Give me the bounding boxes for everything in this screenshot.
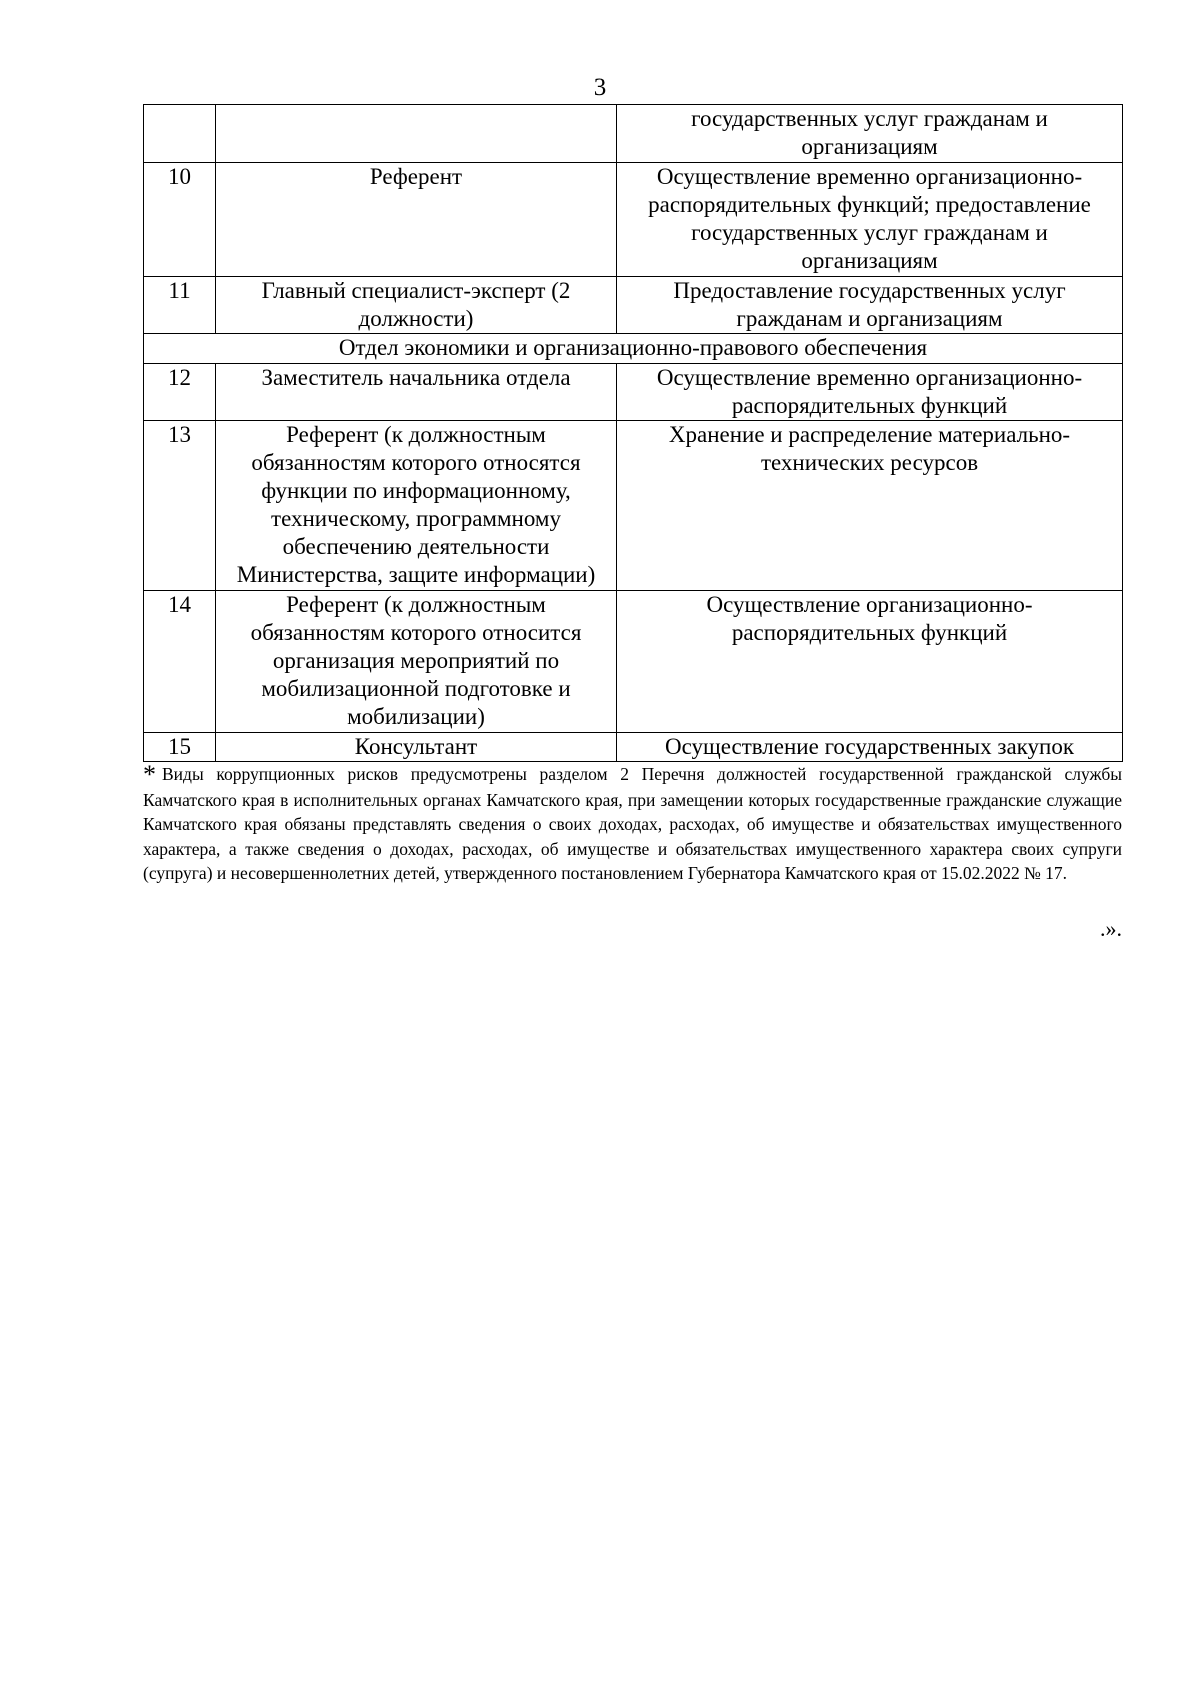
footnote-text: Виды коррупционных рисков предусмотрены разделом 2 Перечня должностей государственной гражданской службы Камчатского края в исполнительных органах Камчатского края, при замещении которых государственные гражданские служащие Камчатского края обязаны представлять сведения о своих доходах, расходах, об имуществе и обязательствах имущественного характера, а также сведения о доходах, расходах, об имуществе и обязательствах имущественного характера своих супруги (супруга) и несовершеннолетних детей, утвержденного постановлением Губернатора Камчатского края от 15.02.2022 № 17. [143,764,1122,883]
cell-risk: Осуществление государственных закупок [617,733,1123,762]
table-row [144,364,1123,421]
cell-position: Главный специалист-эксперт (2 должности) [216,277,617,334]
cell-number: 14 [144,591,216,733]
closing-quote: .». [1100,916,1122,941]
page-number: 3 [593,74,607,101]
cell-risk: Осуществление временно организационно-распорядительных функций; предоставление государственных услуг гражданам и организациям [617,163,1123,277]
positions-table [143,104,1123,762]
cell-number: 12 [144,364,216,421]
cell-risk: Осуществление организационно-распорядительных функций [617,591,1123,733]
cell-risk: государственных услуг гражданам и организациям [617,105,1123,163]
footnote [143,762,1122,886]
cell-risk: Хранение и распределение материально-технических ресурсов [617,421,1123,591]
cell-number: 10 [144,163,216,277]
table-row [144,163,1123,277]
cell-position: Референт (к должностным обязанностям которого относятся функции по информационному, техническому, программному обеспечению деятельности Министерства, защите информации) [216,421,617,591]
cell-risk: Осуществление временно организационно-распорядительных функций [617,364,1123,421]
cell-number: 15 [144,733,216,762]
cell-position: Заместитель начальника отдела [216,364,617,421]
table-row [144,421,1123,591]
cell-position: Референт [216,163,617,277]
table-row [144,277,1123,334]
cell-number: 13 [144,421,216,591]
table-row [144,733,1123,762]
section-title: Отдел экономики и организационно-правового обеспечения [144,334,1123,364]
cell-position: Консультант [216,733,617,762]
section-header-row [144,334,1123,364]
cell-number [144,105,216,163]
cell-position [216,105,617,163]
table-row [144,105,1123,163]
cell-risk: Предоставление государственных услуг гражданам и организациям [617,277,1123,334]
footnote-mark: * [143,760,156,789]
cell-number: 11 [144,277,216,334]
cell-position: Референт (к должностным обязанностям которого относится организация мероприятий по мобилизационной подготовке и мобилизации) [216,591,617,733]
table-row [144,591,1123,733]
